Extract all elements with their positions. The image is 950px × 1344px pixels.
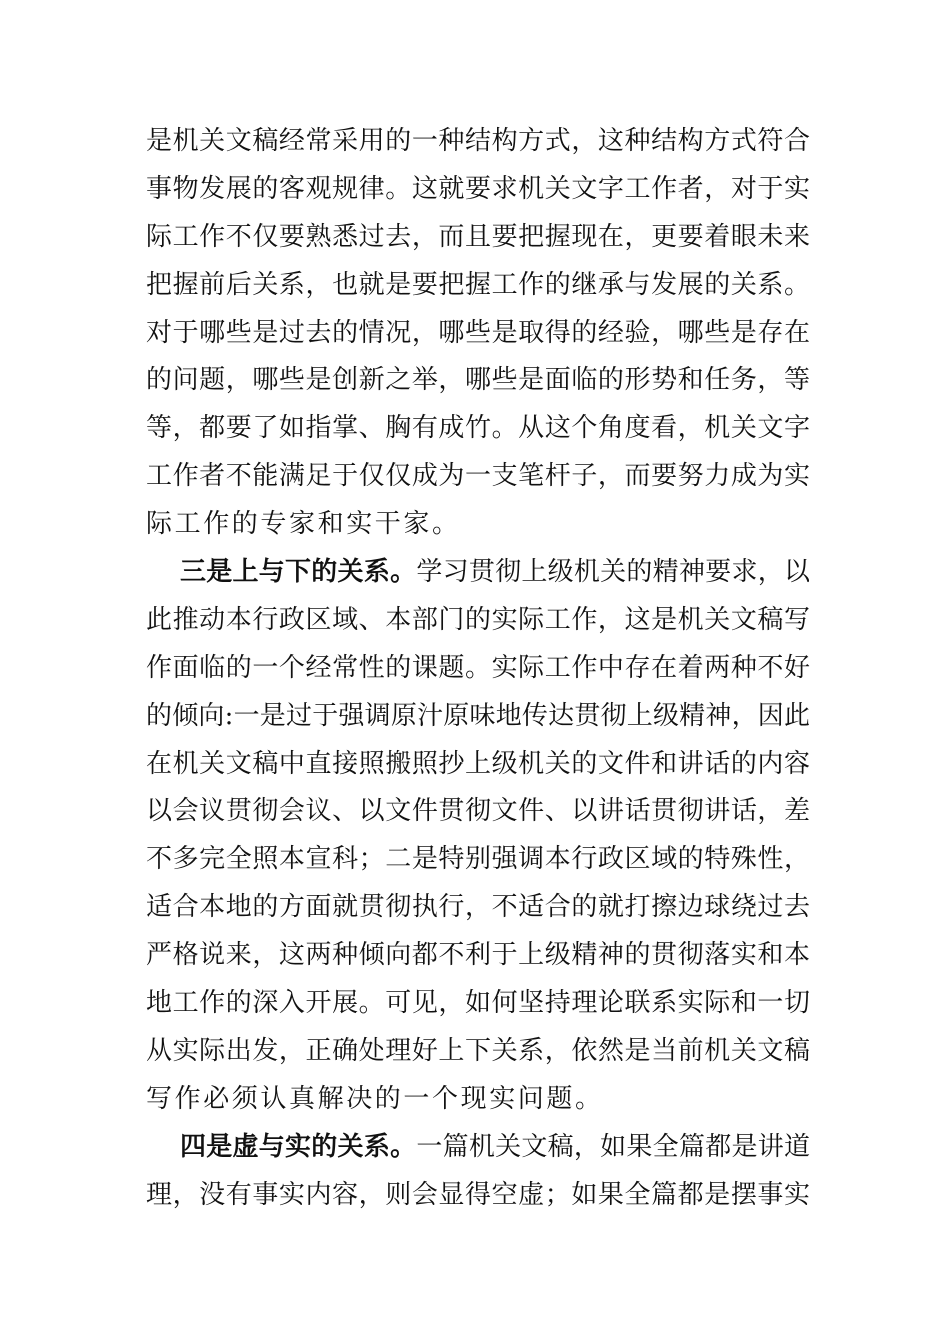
text-line: 工作者不能满足于仅仅成为一支笔杆子，而要努力成为实 [146,461,810,492]
document-page [146,118,810,1219]
text-line: 等，都要了如指掌、胸有成竹。从这个角度看，机关文字 [146,413,810,444]
paragraph-first-line [146,549,810,597]
text-line: 以会议贯彻会议、以文件贯彻文件、以讲话贯彻讲话，差 [146,796,810,827]
paragraph-first-line-text: 一篇机关文稿，如果全篇都是讲道 [416,1131,810,1162]
paragraph-heading: 三是上与下的关系。 [180,557,417,588]
text-line: 地工作的深入开展。可见，如何坚持理论联系实际和一切 [146,988,810,1019]
text-line: 是机关文稿经常采用的一种结构方式，这种结构方式符合 [146,126,810,156]
text-line: 的倾向:一是过于强调原汁原味地传达贯彻上级精神，因此 [146,700,810,731]
text-line: 际工作的专家和实干家。 [146,509,461,540]
text-line: 从实际出发，正确处理好上下关系，依然是当前机关文稿 [146,1035,810,1066]
text-line: 此推动本行政区域、本部门的实际工作，这是机关文稿写 [146,604,810,635]
text-line: 际工作不仅要熟悉过去，而且要把握现在，更要着眼未来 [146,221,810,252]
text-line: 写作必须认真解决的一个现实问题。 [146,1083,604,1114]
text-line: 理，没有事实内容，则会显得空虚；如果全篇都是摆事实 [146,1179,810,1210]
text-line: 把握前后关系，也就是要把握工作的继承与发展的关系。 [146,269,810,300]
paragraph-heading: 四是虚与实的关系。 [180,1131,417,1162]
text-line: 不多完全照本宣科；二是特别强调本行政区域的特殊性， [146,844,810,875]
text-line: 作面临的一个经常性的课题。实际工作中存在着两种不好 [146,652,810,683]
paragraph-first-line [146,1124,810,1172]
paragraph-virtual-real-relation [146,1124,810,1220]
text-line: 对于哪些是过去的情况，哪些是取得的经验，哪些是存在 [146,317,810,348]
text-line: 的问题，哪些是创新之举，哪些是面临的形势和任务，等 [146,365,810,396]
text-line: 在机关文稿中直接照搬照抄上级机关的文件和讲话的内容 [146,748,810,779]
text-line: 严格说来，这两种倾向都不利于上级精神的贯彻落实和本 [146,940,810,971]
text-line: 适合本地的方面就贯彻执行，不适合的就打擦边球绕过去 [146,892,810,923]
paragraph-first-line-text: 学习贯彻上级机关的精神要求，以 [416,557,810,588]
paragraph-upper-lower-relation [146,549,810,1124]
paragraph-continuation [146,118,810,549]
text-line: 事物发展的客观规律。这就要求机关文字工作者，对于实 [146,173,810,204]
